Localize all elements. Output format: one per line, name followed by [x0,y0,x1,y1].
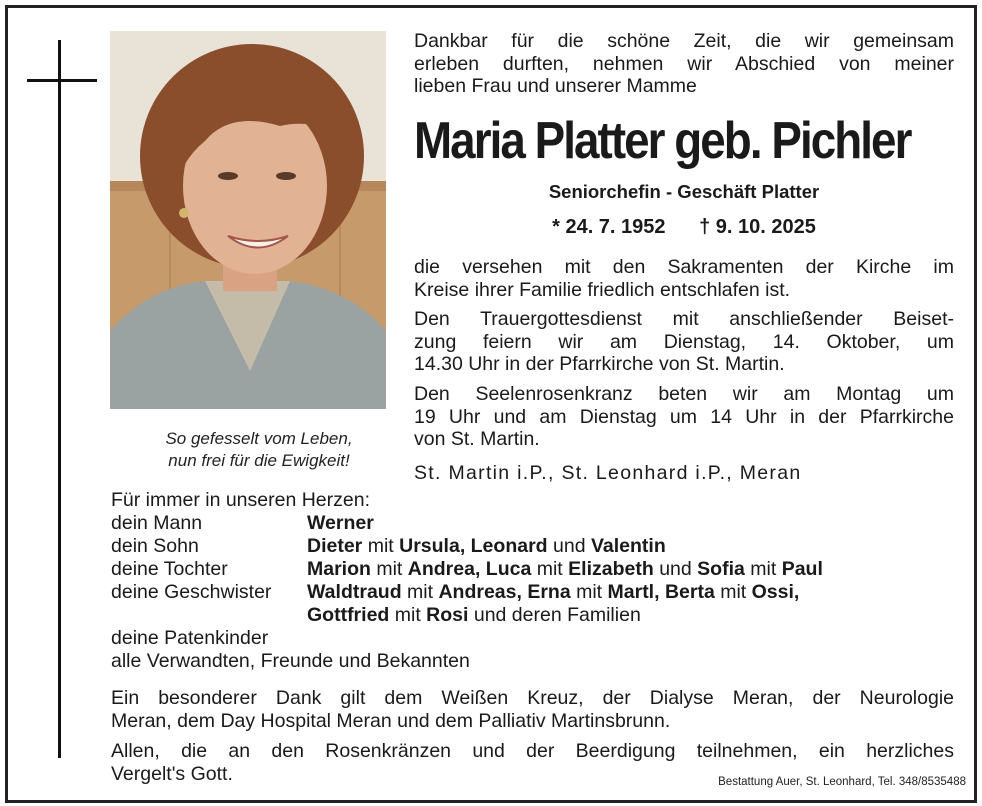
member-name: Sofia [697,558,745,580]
thanks-line: Ein besonderer Dank gilt dem Weißen Kreuz, der Dialyse Meran, der Neurologie [111,687,954,709]
member-name: Paul [781,558,823,580]
thanks-line: Vergelt's Gott. [111,763,233,785]
member-name: Martl, Berta [607,581,715,603]
intro-line: erleben durften, nehmen wir Abschied von meiner [414,52,954,75]
portrait-photo [110,31,386,409]
family-row-daughter [111,558,823,581]
birth-date: * 24. 7. 1952 [552,216,666,238]
intro-line: lieben Frau und unserer Mamme [414,75,697,97]
connector-word: mit [407,581,434,603]
family-heading: Für immer in unseren Herzen: [111,489,371,511]
thanks-line: Meran, dem Day Hospital Meran und dem Palliativ Martinsbrunn. [111,710,671,732]
intro-line: Dankbar für die schöne Zeit, die wir gemeinsam [414,30,954,52]
connector-word: mit [367,535,394,557]
family-list [111,489,823,673]
relation-label: dein Mann [111,512,203,534]
caption-line: So gefesselt vom Leben, [165,429,353,448]
member-name: Ursula, Leonard [399,535,548,557]
rosary-paragraph [414,383,954,451]
funeral-home-credit: Bestattung Auer, St. Leonhard, Tel. 348/8535488 [718,776,966,788]
connector-word: mit [576,581,603,603]
cross-icon-bar [27,79,97,82]
member-name: Valentin [590,535,666,557]
connector-word: mit [720,581,747,603]
member-name: Marion [307,558,371,580]
relation-label: dein Sohn [111,535,199,557]
paragraph-line: 14.30 Uhr in der Pfarrkirche von St. Martin. [414,353,785,375]
paragraph-line: zung feiern wir am Dienstag, 14. Oktober, um [414,330,954,353]
connector-word: mit [750,558,777,580]
member-name: Dieter [307,535,363,557]
connector-word: und [553,535,586,557]
connector-word: und deren Familien [473,604,641,626]
caption-line: nun frei für die Ewigkeit! [168,451,350,470]
member-name: Andreas, Erna [438,581,571,603]
death-date: † 9. 10. 2025 [699,216,816,238]
connector-word: und [659,558,692,580]
thanks-line: Allen, die an den Rosenkränzen und der Beerdigung teilnehmen, ein herzliches [111,740,954,762]
family-row-son [111,535,666,558]
member-name: Andrea, Luca [407,558,532,580]
paragraph-line: die versehen mit den Sakramenten der Kirche im [414,256,954,278]
member-name: Rosi [426,604,469,626]
sacraments-paragraph [414,256,954,301]
relation-label: deine Geschwister [111,581,272,603]
connector-word: mit [376,558,403,580]
family-row-siblings [111,581,800,604]
member-name: Gottfried [307,604,390,626]
photo-caption [110,428,408,472]
life-dates [414,216,954,239]
family-row-siblings-continued [111,604,641,627]
paragraph-line: Den Seelenrosenkranz beten wir am Montag um [414,383,954,405]
member-name: Elizabeth [568,558,654,580]
connector-word: mit [394,604,421,626]
paragraph-line: Den Trauergottesdienst mit anschließender Beiset- [414,308,954,330]
thanks-paragraph [111,687,954,733]
member-name: Ossi, [751,581,800,603]
intro-text [414,30,954,98]
member-name: Waldtraud [307,581,402,603]
paragraph-line: von St. Martin. [414,428,540,450]
cross-icon [58,40,61,758]
member-name: Werner [307,512,374,534]
family-row-husband [111,512,470,535]
connector-word: mit [536,558,563,580]
funeral-service-paragraph [414,308,954,376]
paragraph-line: 19 Uhr und am Dienstag um 14 Uhr in der Pfarrkirche [414,405,954,428]
family-row-godchildren: deine Patenkinder [111,627,269,649]
family-row-relatives: alle Verwandten, Freunde und Bekannten [111,650,470,672]
paragraph-line: Kreise ihrer Familie friedlich entschlafen ist. [414,278,791,301]
places-line: St. Martin i.P., St. Leonhard i.P., Meran [414,462,802,484]
deceased-title: Seniorchefin - Geschäft Platter [548,181,820,202]
relation-label: deine Tochter [111,558,228,580]
deceased-name: Maria Platter geb. Pichler [414,112,911,170]
